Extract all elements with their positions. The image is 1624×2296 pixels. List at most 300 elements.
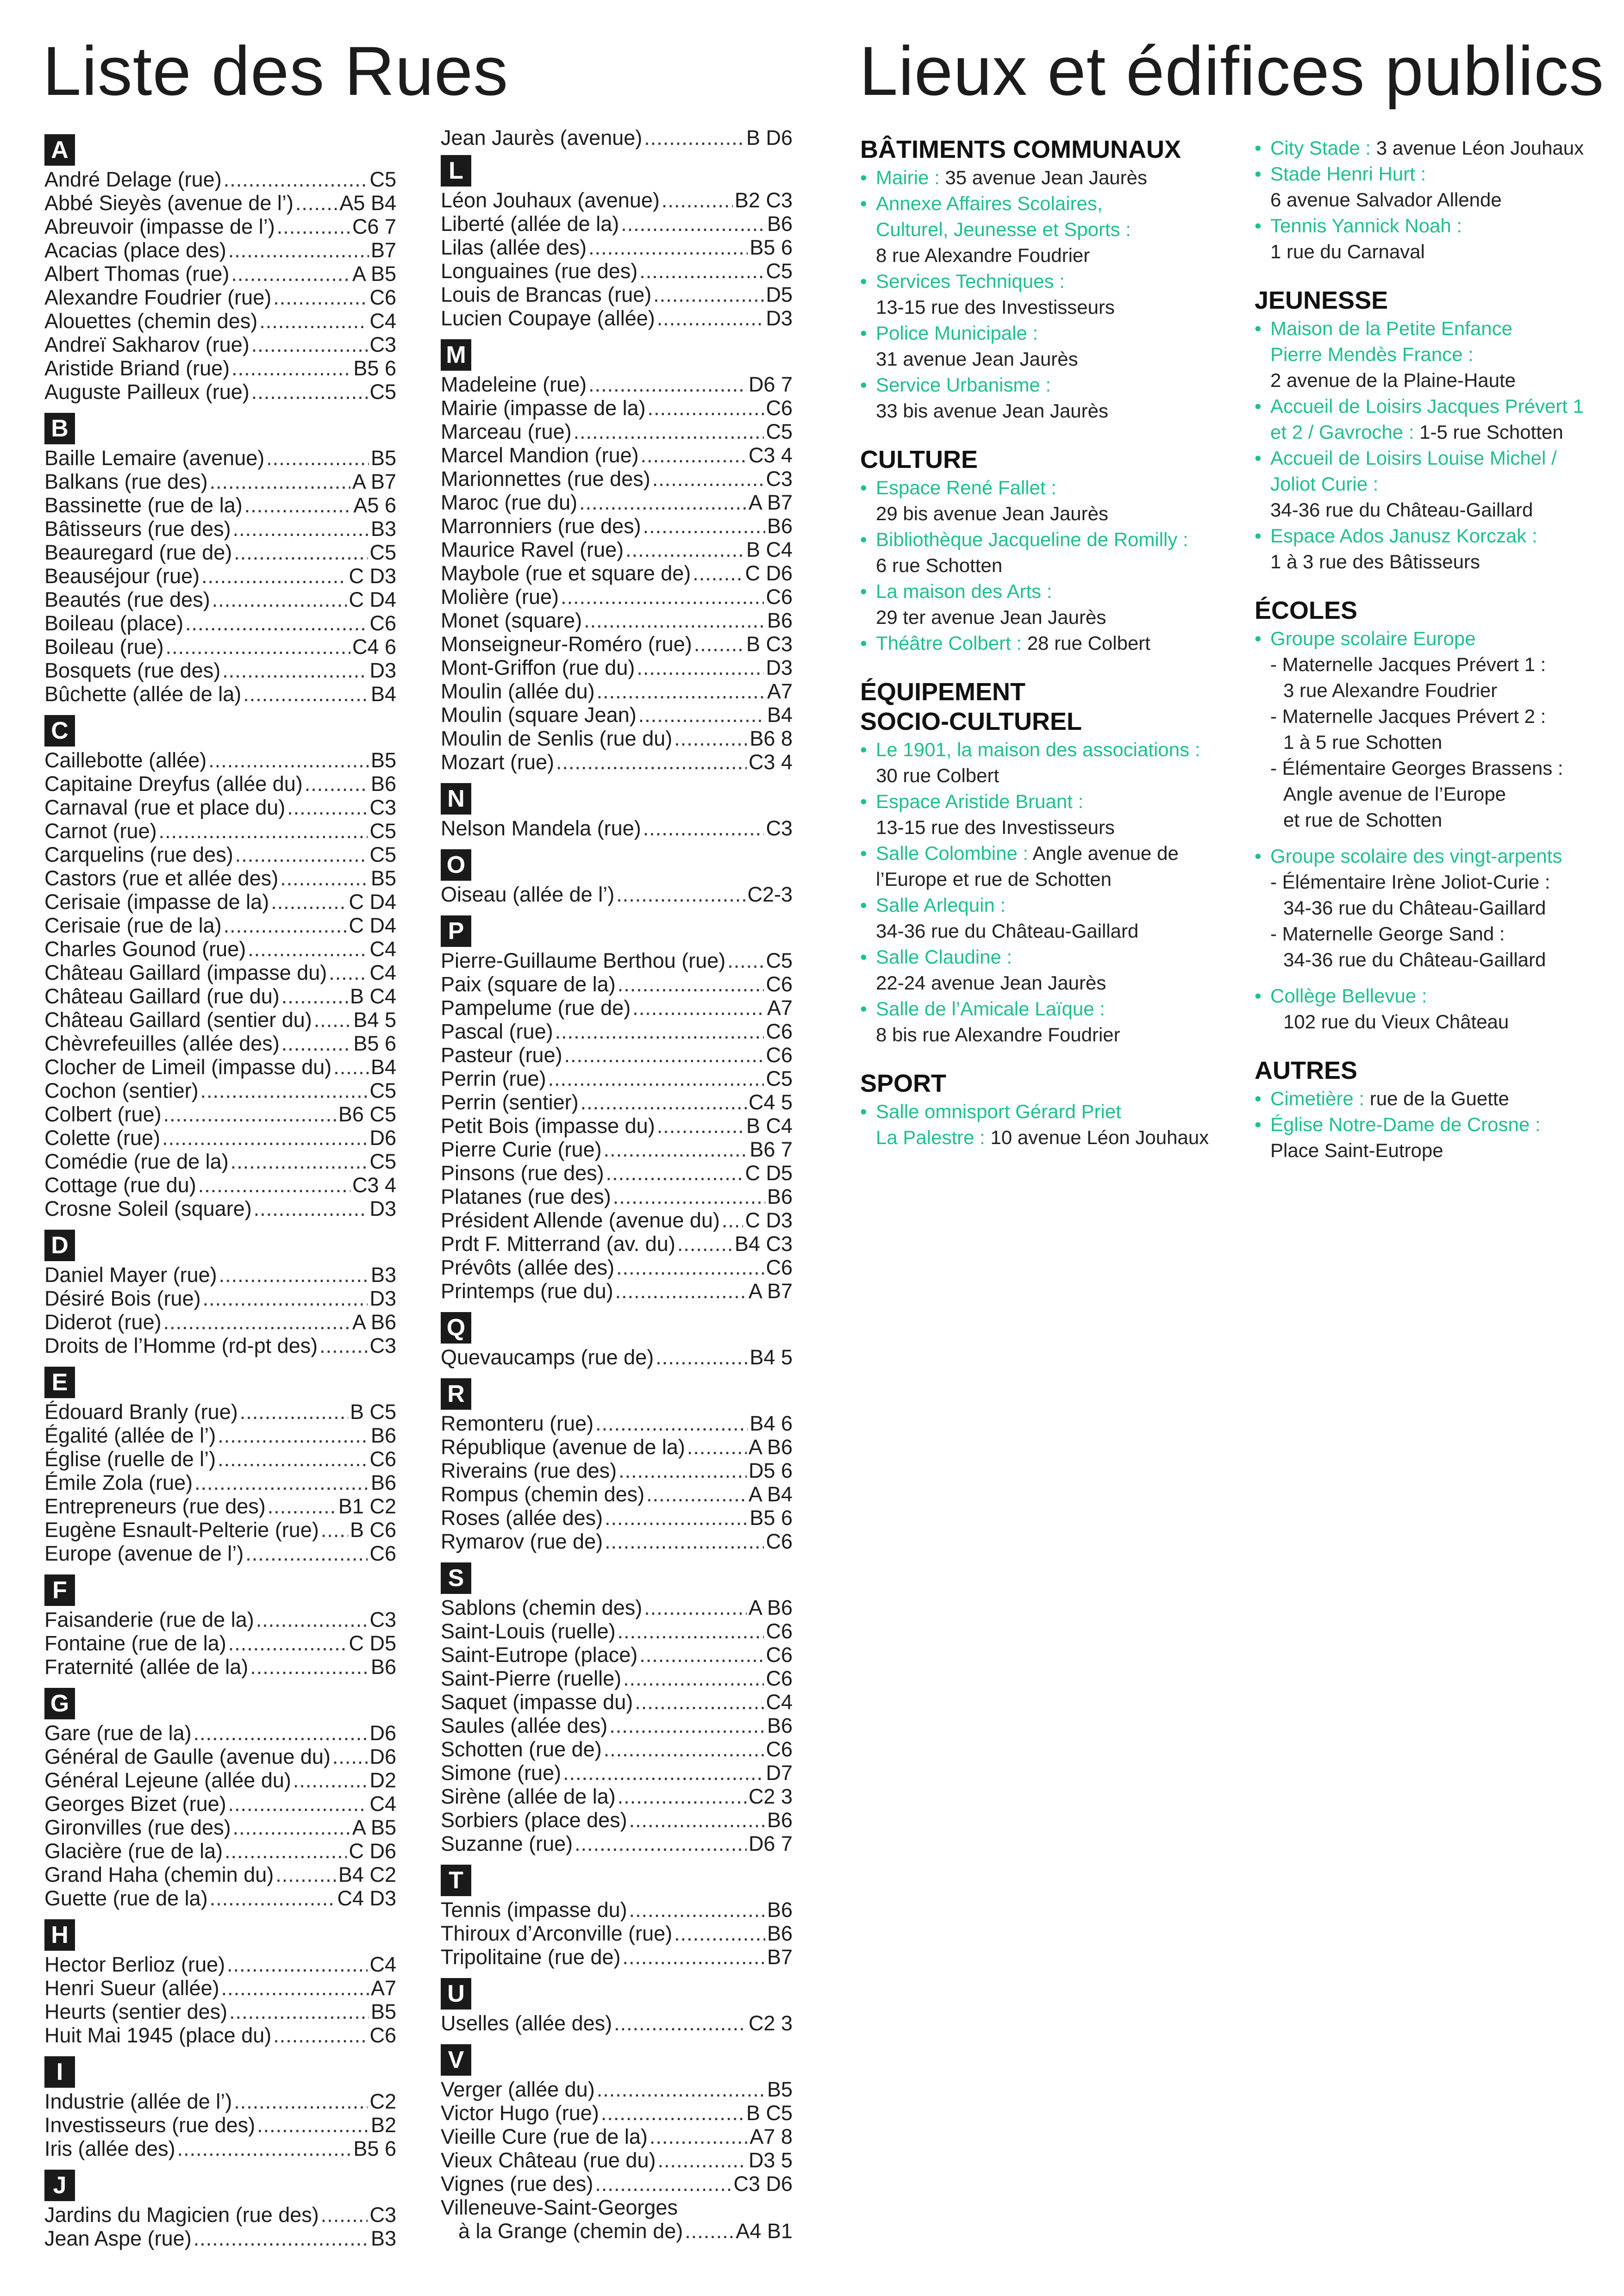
leader-dots	[231, 262, 350, 286]
street-row	[441, 2078, 793, 2101]
map-reference: A B5	[352, 1816, 396, 1839]
street-name: Marronniers (rue des)	[441, 514, 641, 538]
map-reference: A7	[370, 1976, 396, 2000]
place-text	[876, 579, 1052, 604]
letter-group-e	[44, 1367, 396, 1565]
place-address: 30 rue Colbert	[876, 765, 999, 786]
map-reference: B5	[370, 446, 396, 470]
place-line	[860, 918, 1235, 944]
place-address: 22-24 avenue Jean Jaurès	[876, 972, 1106, 994]
street-row	[44, 937, 396, 961]
places-column-1	[860, 135, 1235, 1172]
leader-dots	[722, 1208, 743, 1232]
street-name: Verger (allée du)	[441, 2078, 595, 2101]
map-reference: C D5	[349, 1631, 396, 1655]
street-row	[441, 1208, 793, 1232]
letter-badge: G	[44, 1688, 75, 1719]
street-name: Huit Mai 1945 (place du)	[44, 2023, 272, 2047]
place-line	[860, 970, 1235, 996]
street-name: Colette (rue)	[44, 1126, 161, 1150]
school-detail: - Maternelle Jacques Prévert 2 :	[1270, 705, 1546, 727]
street-row	[44, 588, 396, 611]
map-reference: B6	[767, 1922, 793, 1945]
map-reference: C6	[766, 1737, 793, 1761]
street-row	[441, 1506, 793, 1530]
bullet-icon: •	[860, 1101, 867, 1122]
section-bâtiments-communaux	[860, 135, 1235, 424]
street-name: Droits de l’Homme (rd-pt des)	[44, 1334, 318, 1357]
place-line	[860, 840, 1235, 866]
street-row	[44, 2000, 396, 2023]
street-row	[44, 1816, 396, 1839]
street-row	[441, 1020, 793, 1043]
place-name: Salle Colombine :	[876, 842, 1033, 864]
place-name: et 2 / Gavroche :	[1270, 421, 1420, 443]
map-reference: B C4	[746, 538, 793, 561]
bullet-icon	[1255, 342, 1270, 367]
street-name: Grand Haha (chemin du)	[44, 1863, 274, 1886]
map-reference: D3	[369, 1197, 396, 1220]
bullet-icon	[860, 243, 876, 268]
map-reference: C6	[766, 1043, 793, 1067]
bullet-icon: •	[1255, 215, 1262, 236]
school-detail: 34-36 rue du Château-Gaillard	[1283, 897, 1546, 919]
leader-dots	[201, 564, 347, 588]
leader-dots	[614, 2011, 747, 2035]
school-detail: Angle avenue de l’Europe	[1283, 783, 1506, 805]
place-line	[860, 1099, 1235, 1125]
street-row	[44, 262, 396, 286]
street-row	[44, 191, 396, 215]
place-name: Annexe Affaires Scolaires,	[876, 193, 1103, 214]
bullet-icon: •	[860, 374, 867, 396]
map-reference: A B5	[352, 262, 396, 286]
street-row	[441, 443, 793, 467]
leader-dots	[244, 493, 352, 517]
bullet-icon	[1255, 367, 1270, 393]
street-row	[441, 2196, 793, 2219]
map-reference: C3 4	[352, 1173, 396, 1197]
street-name: Gironvilles (rue des)	[44, 1816, 231, 1839]
street-name: Industrie (allée de l’)	[44, 2090, 232, 2113]
map-reference: B6	[767, 1714, 793, 1737]
leader-dots	[162, 1126, 368, 1150]
map-reference: C6	[369, 1542, 396, 1565]
school-detail: - Maternelle George Sand :	[1270, 923, 1505, 945]
street-row	[441, 1435, 793, 1459]
leader-dots	[625, 538, 744, 561]
street-row	[441, 1737, 793, 1761]
place-text	[1270, 549, 1480, 575]
bullet-icon: •	[1255, 985, 1262, 1007]
place-item	[860, 1099, 1235, 1151]
place-line	[1255, 213, 1616, 239]
street-row	[441, 585, 793, 609]
leader-dots	[254, 1197, 368, 1220]
letter-group-m	[441, 339, 793, 774]
place-text	[876, 553, 1002, 579]
place-item	[860, 892, 1235, 944]
place-text	[876, 475, 1056, 501]
street-row	[44, 1792, 396, 1816]
place-item	[1255, 161, 1616, 213]
place-name: Accueil de Loisirs Jacques Prévert 1	[1270, 395, 1584, 417]
street-name: Boileau (rue)	[44, 635, 164, 659]
street-row	[441, 396, 793, 420]
street-name: Uselles (allée des)	[441, 2011, 612, 2035]
place-name: Salle de l’Amicale Laïque :	[876, 998, 1105, 1020]
leader-dots	[563, 1761, 764, 1785]
place-line	[860, 579, 1235, 604]
map-reference: B4 C3	[734, 1232, 793, 1256]
street-name: Léon Jouhaux (avenue)	[441, 188, 660, 212]
bullet-icon	[860, 763, 876, 789]
street-name: Marceau (rue)	[441, 420, 572, 443]
section-équipement	[860, 678, 1235, 1048]
place-line	[860, 217, 1235, 243]
street-name: Jean Aspe (rue)	[44, 2227, 192, 2250]
street-row	[44, 1400, 396, 1424]
map-reference: D6 7	[748, 1832, 793, 1855]
street-name: Perrin (rue)	[441, 1067, 546, 1090]
place-name: Accueil de Loisirs Louise Michel /	[1270, 447, 1557, 469]
street-name: Andreï Sakharov (rue)	[44, 333, 250, 356]
bullet-icon: •	[860, 167, 867, 188]
street-name: Thiroux d’Arconville (rue)	[441, 1922, 673, 1945]
place-line	[860, 763, 1235, 789]
map-reference: D6 7	[748, 373, 793, 396]
map-reference: B4 5	[750, 1345, 793, 1369]
map-reference: B C5	[350, 1400, 396, 1424]
leader-dots	[198, 1173, 350, 1197]
place-line	[1255, 135, 1616, 161]
place-item	[860, 475, 1235, 527]
bullet-icon: •	[860, 998, 867, 1020]
leader-dots	[321, 1518, 348, 1542]
place-text	[876, 970, 1106, 996]
street-name: Pascal (rue)	[441, 1020, 553, 1043]
place-address: 10 avenue Léon Jouhaux	[990, 1126, 1209, 1148]
leader-dots	[227, 1953, 368, 1976]
leader-dots	[333, 1055, 369, 1079]
street-row	[44, 1518, 396, 1542]
leader-dots	[652, 467, 764, 491]
leader-dots	[574, 420, 764, 443]
leader-dots	[295, 191, 338, 215]
place-text	[876, 243, 1090, 268]
place-address: Angle avenue de	[1032, 842, 1179, 864]
street-row	[44, 356, 396, 380]
map-reference: C D4	[349, 890, 396, 914]
street-name: Édouard Branly (rue)	[44, 1400, 238, 1424]
street-name: Pierre-Guillaume Berthou (rue)	[441, 949, 726, 972]
leader-dots	[644, 1596, 747, 1619]
street-name: Albert Thomas (rue)	[44, 262, 230, 286]
bullet-icon: •	[1255, 137, 1262, 159]
street-row	[44, 2227, 396, 2250]
street-row	[44, 541, 396, 564]
letter-badge: N	[441, 783, 471, 815]
map-reference: C6	[766, 1643, 793, 1667]
place-item	[860, 527, 1235, 579]
leader-dots	[177, 2137, 352, 2160]
street-row	[44, 309, 396, 333]
street-name: Entrepreneurs (rue des)	[44, 1494, 266, 1518]
bullet-icon	[1255, 419, 1270, 445]
bullet-icon: •	[860, 529, 867, 550]
street-row	[441, 1596, 793, 1619]
bullet-icon: •	[860, 946, 867, 968]
street-row	[441, 1832, 793, 1855]
leader-dots	[564, 1043, 764, 1067]
street-name: Beauregard (rue de)	[44, 541, 232, 564]
place-item	[860, 737, 1235, 789]
bullet-icon: •	[1255, 317, 1262, 339]
street-row	[441, 1138, 793, 1161]
letter-badge: L	[441, 155, 471, 187]
street-row	[44, 961, 396, 984]
place-name: Service Urbanisme :	[876, 374, 1051, 396]
street-name: Beautés (rue des)	[44, 588, 210, 611]
street-name: Pampelume (rue de)	[441, 996, 631, 1020]
street-row	[441, 1232, 793, 1256]
bullet-icon	[860, 346, 876, 372]
section-title: SPORT	[860, 1070, 947, 1097]
place-item	[1255, 445, 1616, 523]
leader-dots	[605, 1506, 748, 1530]
bullet-icon	[860, 1022, 876, 1048]
leader-dots	[194, 1471, 369, 1494]
bullet-icon: •	[1255, 845, 1262, 867]
place-address: 3 avenue Léon Jouhaux	[1376, 137, 1584, 159]
place-line	[1255, 187, 1616, 213]
street-name: Moulin (allée du)	[441, 679, 595, 703]
street-row	[44, 1008, 396, 1032]
map-reference: C D3	[349, 564, 396, 588]
leader-dots	[293, 1768, 368, 1792]
street-row	[441, 1090, 793, 1114]
place-name: La maison des Arts :	[876, 580, 1052, 602]
school-detail: 1 à 5 rue Schotten	[1283, 731, 1443, 753]
place-address: 6 avenue Salvador Allende	[1270, 189, 1502, 211]
place-line	[1255, 1086, 1616, 1112]
street-name: Bâtisseurs (rue des)	[44, 517, 231, 541]
leader-dots	[637, 656, 764, 679]
leader-dots	[694, 632, 744, 656]
letter-group-i	[44, 2056, 396, 2160]
letter-group-d	[44, 1230, 396, 1357]
place-text	[876, 165, 1147, 191]
place-text	[876, 1125, 1209, 1151]
map-reference: C2 3	[748, 2011, 793, 2035]
street-row	[44, 1976, 396, 2000]
place-text	[876, 630, 1150, 656]
map-reference: A B7	[352, 470, 396, 493]
street-row	[44, 1608, 396, 1631]
letter-group-g	[44, 1688, 396, 1910]
place-line	[860, 815, 1235, 840]
street-name: Petit Bois (impasse du)	[441, 1114, 655, 1138]
street-name: Mozart (rue)	[441, 750, 555, 774]
street-row	[44, 2203, 396, 2227]
leader-dots	[259, 309, 368, 333]
street-row	[441, 236, 793, 259]
leader-dots	[575, 1832, 747, 1855]
letter-badge: E	[44, 1367, 75, 1398]
place-text	[876, 268, 1065, 294]
place-name: Salle Arlequin :	[876, 894, 1006, 916]
leader-dots	[584, 609, 765, 632]
street-name: Abbé Sieyès (avenue de l’)	[44, 191, 294, 215]
leader-dots	[268, 1494, 337, 1518]
place-address: rue de la Guette	[1369, 1088, 1509, 1109]
leader-dots	[251, 333, 368, 356]
leader-dots	[243, 682, 369, 706]
map-reference: C3 4	[748, 443, 793, 467]
leader-dots	[233, 517, 369, 541]
street-name: Clocher de Limeil (impasse du)	[44, 1055, 332, 1079]
street-row	[441, 259, 793, 283]
street-name: Vieux Château (rue du)	[441, 2148, 656, 2172]
leader-dots	[616, 1256, 764, 1279]
place-item	[860, 165, 1235, 191]
leader-dots	[229, 2000, 369, 2023]
map-reference: D3	[766, 656, 793, 679]
bullet-icon	[860, 866, 876, 892]
bullet-icon	[1255, 549, 1270, 575]
street-row	[441, 1279, 793, 1303]
place-text	[876, 346, 1078, 372]
street-row	[44, 1655, 396, 1679]
map-reference: A B7	[748, 491, 793, 514]
leader-dots	[629, 1808, 765, 1832]
leader-dots	[273, 286, 368, 309]
leader-dots	[632, 996, 765, 1020]
street-row	[441, 609, 793, 632]
street-name: Vieille Cure (rue de la)	[441, 2125, 648, 2148]
place-line	[1255, 843, 1616, 869]
street-row	[44, 215, 396, 238]
leader-dots	[656, 1345, 748, 1369]
street-name: Louis de Brancas (rue)	[441, 283, 652, 306]
place-name: Joliot Curie :	[1270, 473, 1379, 495]
bullet-icon	[1255, 1138, 1270, 1164]
street-name: Saules (allée des)	[441, 1714, 608, 1737]
place-line	[860, 892, 1235, 918]
street-name: Baille Lemaire (avenue)	[44, 446, 265, 470]
street-name: Église (ruelle de l’)	[44, 1447, 216, 1471]
leader-dots	[621, 212, 765, 236]
leader-dots	[618, 972, 764, 996]
leader-dots	[273, 2023, 368, 2047]
bullet-icon: •	[860, 739, 867, 760]
place-name: Église Notre-Dame de Crosne :	[1270, 1114, 1541, 1135]
school-detail: 102 rue du Vieux Château	[1283, 1011, 1509, 1033]
bullet-icon: •	[860, 842, 867, 864]
street-row	[441, 2101, 793, 2125]
place-text	[876, 1022, 1120, 1048]
street-row	[44, 1102, 396, 1126]
place-item	[860, 191, 1235, 268]
street-row	[441, 306, 793, 330]
street-row	[44, 446, 396, 470]
street-name: Maurice Ravel (rue)	[441, 538, 624, 561]
letter-group-t	[441, 1865, 793, 1969]
bullet-icon	[1255, 497, 1270, 523]
map-reference: C2-3	[747, 883, 793, 906]
section-title: JEUNESSE	[1255, 286, 1388, 314]
street-name: Alexandre Foudrier (rue)	[44, 286, 272, 309]
place-text	[1270, 393, 1584, 419]
street-row	[441, 2172, 793, 2196]
place-line	[1255, 471, 1616, 497]
leader-dots	[641, 443, 747, 467]
street-row	[441, 1643, 793, 1667]
leader-dots	[163, 1310, 350, 1334]
leader-dots	[579, 491, 747, 514]
letter-badge: B	[44, 413, 75, 444]
bullet-icon: •	[860, 790, 867, 812]
place-name: Tennis Yannick Noah :	[1270, 215, 1462, 236]
leader-dots	[248, 937, 368, 961]
street-name: Colbert (rue)	[44, 1102, 162, 1126]
leader-dots	[280, 866, 369, 890]
bullet-icon: •	[1255, 163, 1262, 185]
street-row	[44, 796, 396, 819]
leader-dots	[235, 843, 368, 866]
place-address: 34-36 rue du Château-Gaillard	[876, 920, 1139, 942]
place-text	[1270, 342, 1474, 367]
street-row	[441, 2219, 793, 2243]
street-name: Castors (rue et allée des)	[44, 866, 279, 890]
school-detail: - Élémentaire Irène Joliot-Curie :	[1270, 871, 1550, 893]
leader-dots	[200, 1079, 368, 1102]
place-line	[860, 294, 1235, 320]
leader-dots	[613, 1185, 765, 1208]
place-item	[860, 789, 1235, 840]
map-reference: A B4	[748, 1482, 793, 1506]
street-name: Marionnettes (rue des)	[441, 467, 650, 491]
letter-badge: F	[44, 1574, 75, 1606]
leader-dots	[657, 1114, 744, 1138]
map-reference: C5	[766, 949, 793, 972]
map-reference: C6	[766, 1020, 793, 1043]
street-row	[44, 1150, 396, 1173]
street-row	[441, 632, 793, 656]
map-reference: C5	[369, 380, 396, 404]
leader-dots	[623, 1945, 765, 1969]
leader-dots	[231, 1150, 368, 1173]
street-name: Sirène (allée de la)	[441, 1785, 616, 1808]
bullet-icon	[860, 501, 876, 527]
leader-dots	[231, 356, 351, 380]
street-name: Victor Hugo (rue)	[441, 2101, 599, 2125]
map-reference: C3	[369, 796, 396, 819]
map-reference: C5	[369, 168, 396, 191]
street-row	[441, 703, 793, 727]
leader-dots	[305, 772, 369, 796]
map-reference: B4	[370, 682, 396, 706]
street-name: Jardins du Magicien (rue des)	[44, 2203, 319, 2227]
map-reference: D6	[369, 1126, 396, 1150]
map-reference: C5	[369, 1079, 396, 1102]
street-name: Pierre Curie (rue)	[441, 1138, 602, 1161]
street-name: Suzanne (rue)	[441, 1832, 573, 1855]
place-line	[1255, 497, 1616, 523]
letter-group-c	[44, 715, 396, 1220]
map-reference: C5	[369, 843, 396, 866]
street-name: Guette (rue de la)	[44, 1886, 208, 1910]
